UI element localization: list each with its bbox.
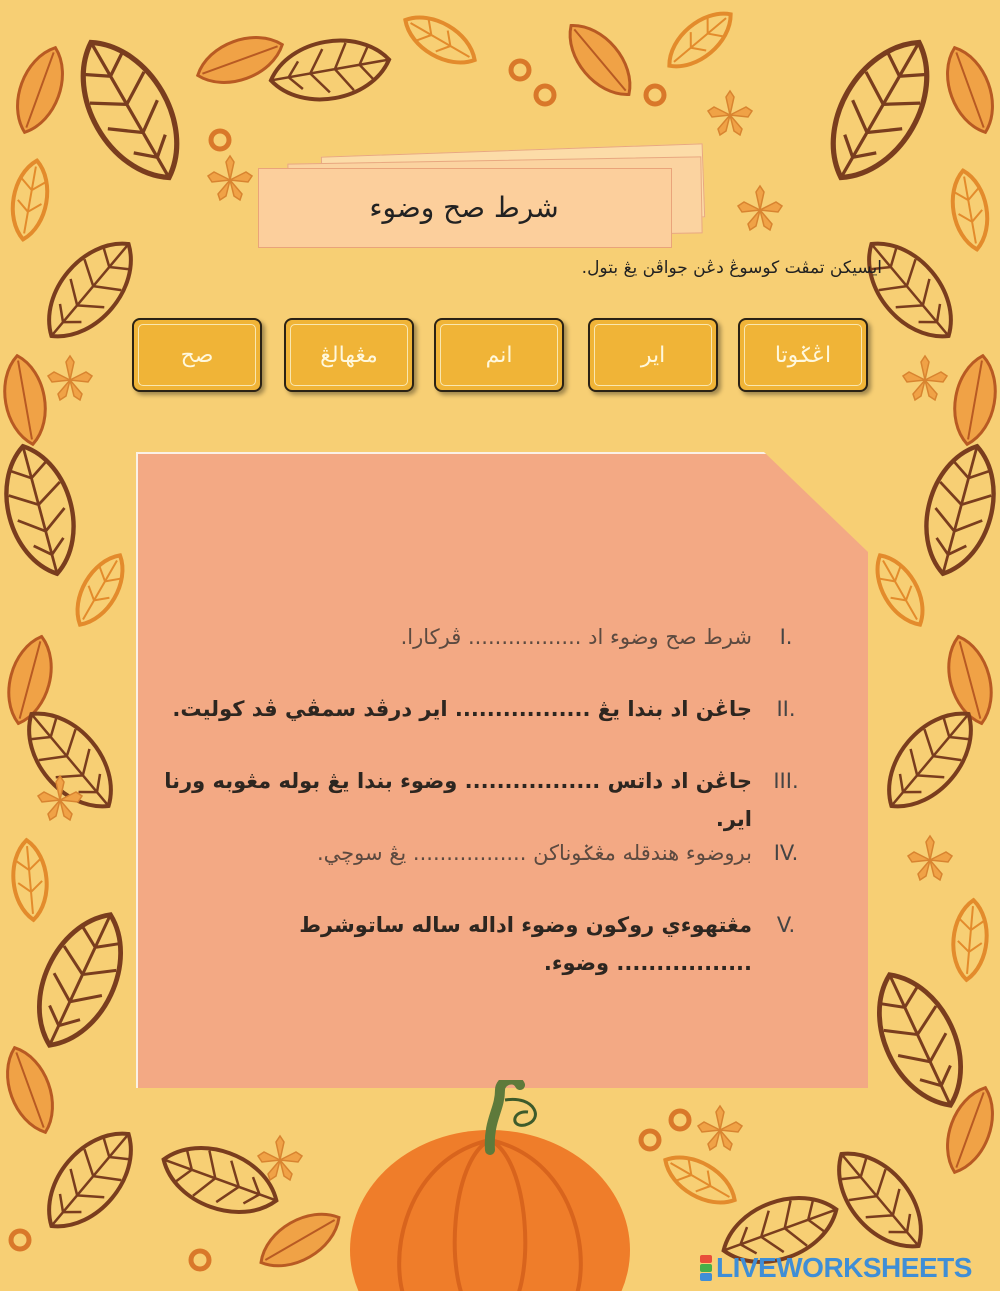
title-banner [258, 150, 738, 260]
word-bank-option-5[interactable]: صح [132, 318, 262, 392]
question-5 [180, 906, 810, 982]
question-4 [200, 834, 810, 872]
liveworksheets-watermark[interactable] [700, 1252, 972, 1284]
page-title: شرط صح وضوء [369, 190, 559, 224]
liveworksheets-logo-icon [700, 1255, 712, 1281]
question-text[interactable]: بروضوء هندقله مڠݢوناكن ................. يڠ سوچي. [316, 841, 752, 865]
question-1 [200, 618, 810, 656]
question-text[interactable]: مڠتهوءي روكون وضوء اداله ساله ساتوشرط ................. وضوء. [299, 913, 752, 975]
question-text[interactable]: شرط صح وضوء اد ................. ڤركارا. [400, 625, 752, 649]
pumpkin-illustration [340, 1080, 640, 1291]
question-number: II. [776, 697, 796, 721]
question-number: I. [779, 625, 793, 649]
question-text[interactable]: جاڠن اد بندا يڠ ................. اير درڤد سمڤي ڤد كوليت. [172, 697, 752, 721]
instruction-text: ايسيكن تمڤت كوسوڠ دڠن جواڤن يڠ بتول. [581, 258, 882, 278]
word-bank-option-4[interactable]: مڠهالڠ [284, 318, 414, 392]
question-3 [160, 762, 810, 838]
word-bank-option-2[interactable]: اير [588, 318, 718, 392]
question-number: III. [773, 769, 799, 793]
watermark-text: LIVEWORKSHEETS [716, 1252, 972, 1283]
question-number: V. [776, 913, 796, 937]
word-bank-option-3[interactable]: انم [434, 318, 564, 392]
word-bank-option-1[interactable]: اڠݢوتا [738, 318, 868, 392]
question-2 [160, 690, 810, 728]
question-text[interactable]: جاڠن اد داتس ................. وضوء بندا يڠ بوله مڠوبه ورنا اير. [164, 769, 752, 831]
question-number: IV. [773, 841, 799, 865]
